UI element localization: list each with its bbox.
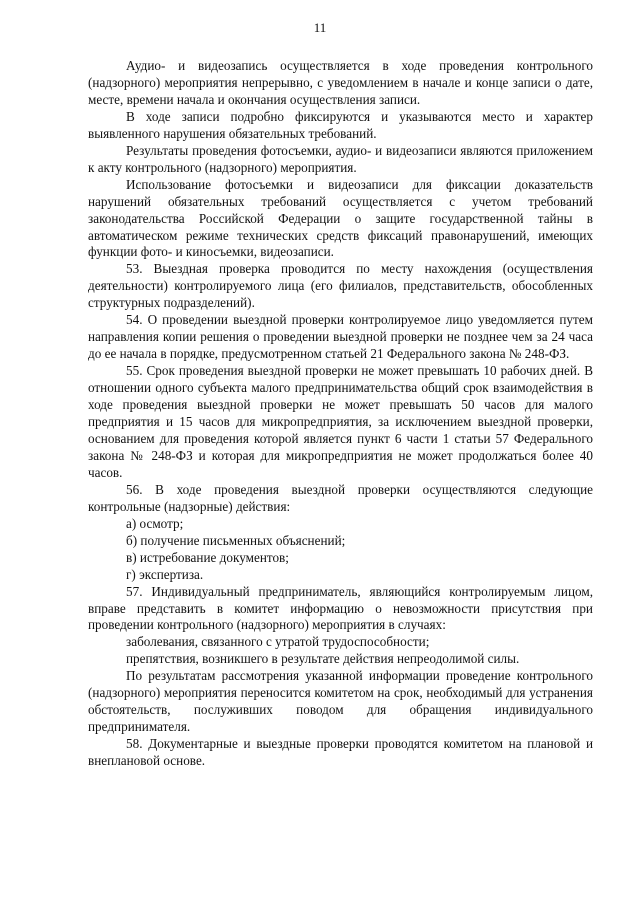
case-force-majeure: препятствия, возникшего в результате действия непреодолимой силы. [126, 651, 520, 667]
paragraph-57: 57. Индивидуальный предприниматель, являющийся контролируемым лицом, вправе представить в комитет информацию о невозможности присутствия при проведении контрольного (надзорного) мероприятия в случаях: [88, 583, 593, 633]
page-number: 11 [313, 20, 327, 35]
paragraph-recording-details: В ходе записи подробно фиксируются и указываются место и характер выявленного нарушения обязательных требований. [88, 108, 593, 141]
list-item-v: в) истребование документов; [126, 549, 289, 565]
paragraph-postponement: По результатам рассмотрения указанной информации проведение контрольного (надзорного) мероприятия переносится комитетом на срок, необходимый для устранения обстоятельств, послуживших поводом для обращения индивидуального предпринимателя. [88, 668, 593, 735]
document-body [88, 58, 593, 770]
paragraph-56: 56. В ходе проведения выездной проверки осуществляются следующие контрольные (надзорные) действия: [88, 481, 593, 514]
paragraph-photo-video-use: Использование фотосъемки и видеозаписи для фиксации доказательств нарушений обязательных требований осуществляется с учетом требований законодательства Российской Федерации о защите государственной тайны в автоматическом режиме технических средств фиксаций правонарушений, имеющих функции фото- и киносъемки, видеозаписи. [88, 176, 593, 260]
list-item-g: г) экспертиза. [126, 566, 204, 582]
paragraph-54: 54. О проведении выездной проверки контролируемое лицо уведомляется путем направления копии решения о проведении выездной проверки не позднее чем за 24 часа до ее начала в порядке, предусмотренном статьей 21 Федерального закона № 248-ФЗ. [88, 312, 593, 362]
paragraph-53: 53. Выездная проверка проводится по месту нахождения (осуществления деятельности) контролируемого лица (его филиалов, представительств, обособленных структурных подразделений). [88, 261, 593, 311]
list-item-b: б) получение письменных объяснений; [126, 532, 346, 548]
paragraph-audio-video-recording: Аудио- и видеозапись осуществляется в ходе проведения контрольного (надзорного) мероприятия непрерывно, с уведомлением в начале и конце записи о дате, месте, времени начала и окончания осуществления записи. [88, 58, 593, 107]
case-illness: заболевания, связанного с утратой трудоспособности; [126, 634, 430, 650]
paragraph-results-attachment: Результаты проведения фотосъемки, аудио- и видеозаписи являются приложением к акту контрольного (надзорного) мероприятия. [88, 142, 593, 175]
paragraph-58: 58. Документарные и выездные проверки проводятся комитетом на плановой и внеплановой основе. [88, 736, 593, 769]
paragraph-55: 55. Срок проведения выездной проверки не может превышать 10 рабочих дней. В отношении одного субъекта малого предпринимательства общий срок взаимодействия в ходе проведения выездной проверки не может превышать 50 часов для малого предприятия и 15 часов для микропредприятия, за исключением выездной проверки, основанием для проведения которой является пункт 6 части 1 статьи 57 Федерального закона № 248-ФЗ и которая для микропредприятия не может продолжаться более 40 часов. [88, 363, 593, 480]
list-item-a: а) осмотр; [126, 515, 184, 531]
